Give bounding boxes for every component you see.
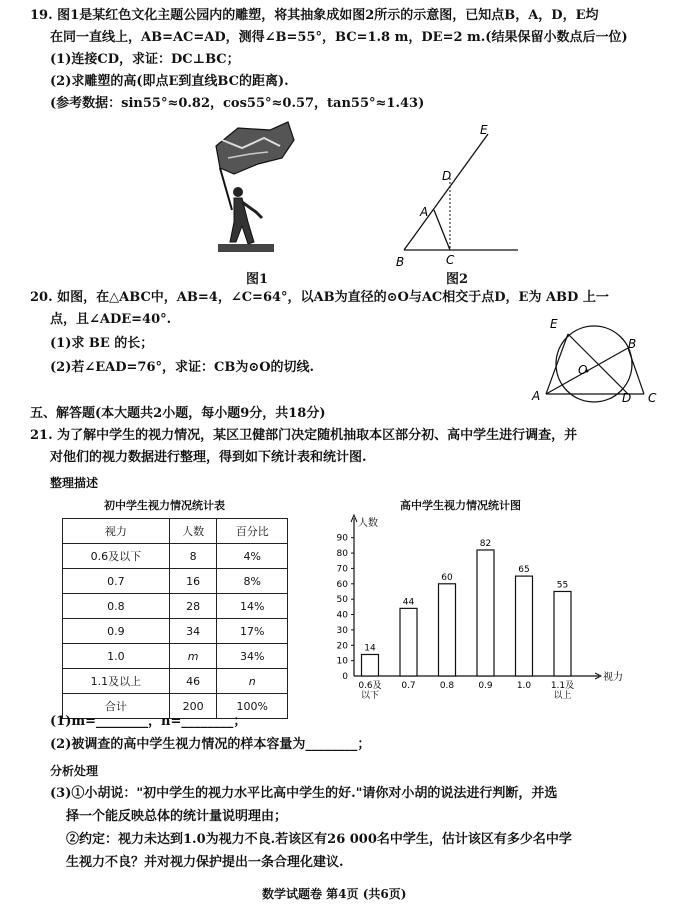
cell: 1.1及以上 xyxy=(63,669,170,694)
cell: 34% xyxy=(217,644,288,669)
figure2-caption: 图2 xyxy=(446,272,469,287)
y-tick-label: 0 xyxy=(342,672,348,682)
q21-part2: (2)被调查的高中学生视力情况的样本容量为________； xyxy=(50,737,371,752)
y-tick-label: 40 xyxy=(336,610,348,621)
figure1-caption: 图1 xyxy=(246,272,269,287)
y-tick-label: 30 xyxy=(336,625,348,636)
x-tick-label: 1.0 xyxy=(516,681,532,691)
bar-value-label: 82 xyxy=(479,538,492,549)
label-d: D xyxy=(622,391,632,405)
y-tick-label: 90 xyxy=(336,533,348,544)
section-heading: 五、解答题(本大题共2小题，每小题9分，共18分) xyxy=(30,406,326,421)
subheading-analysis: 分析处理 xyxy=(50,764,99,778)
cell: 46 xyxy=(169,669,217,694)
junior-vision-table xyxy=(62,518,288,719)
cell: 16 xyxy=(169,569,217,594)
x-tick-label: 0.6及 xyxy=(358,681,382,691)
cell: 0.8 xyxy=(63,594,170,619)
header-cell: 人数 xyxy=(169,519,217,544)
y-tick-label: 10 xyxy=(336,656,348,667)
q19-reference-data: (参考数据：sin55°≈0.82，cos55°≈0.57，tan55°≈1.43) xyxy=(50,96,425,111)
q20-part1: (1)求 BE 的长； xyxy=(50,336,154,351)
y-tick-label: 60 xyxy=(336,579,348,590)
q19-part2: (2)求雕塑的高(即点E到直线BC的距离). xyxy=(50,74,289,89)
label-c: C xyxy=(648,391,657,405)
bar xyxy=(439,584,456,676)
cell: m xyxy=(169,644,217,669)
q21-line2: 对他们的视力数据进行整理，得到如下统计表和统计图. xyxy=(50,450,367,465)
label-o: O xyxy=(578,363,588,377)
page-footer: 数学试题卷 第4页 (共6页) xyxy=(262,887,407,901)
bar-value-label: 65 xyxy=(518,565,530,576)
bar-value-label: 60 xyxy=(441,572,453,583)
y-tick-label: 20 xyxy=(336,641,348,652)
label-e: E xyxy=(550,317,558,331)
subheading-organize: 整理描述 xyxy=(50,476,99,490)
x-tick-label: 0.7 xyxy=(401,681,416,691)
cell: n xyxy=(217,669,288,694)
x-tick-label: 以下 xyxy=(360,691,380,701)
x-tick-label: 以上 xyxy=(553,691,572,701)
x-axis-label: 视力 xyxy=(603,672,623,683)
label-e: E xyxy=(480,123,488,137)
header-cell: 视力 xyxy=(63,519,170,544)
cell: 200 xyxy=(169,694,217,719)
q21-part3-2a: ②约定：视力未达到1.0为视力不良.若该区有26 000名中学生，估计该区有多少名中学 xyxy=(66,832,572,847)
x-tick-label: 0.9 xyxy=(478,681,493,691)
cell: 1.0 xyxy=(63,644,170,669)
cell: 8 xyxy=(169,544,217,569)
y-axis-label: 人数 xyxy=(358,518,378,529)
bar xyxy=(400,608,417,676)
label-b: B xyxy=(396,255,405,269)
q21-part1: (1)m=________，n=________； xyxy=(50,714,247,729)
cell: 0.6及以下 xyxy=(63,544,170,569)
cell: 4% xyxy=(217,544,288,569)
cell: 17% xyxy=(217,619,288,644)
q21-part3-2b: 生视力不良？并对视力保护提出一条合理化建议. xyxy=(66,855,344,870)
cell: 8% xyxy=(217,569,288,594)
q20-line1: 20. 如图，在△ABC中，AB=4，∠C=64°，以AB为直径的⊙O与AC相交于点D，E为 ABD 上一 xyxy=(30,290,609,305)
header-cell: 百分比 xyxy=(217,519,288,544)
bar-value-label: 44 xyxy=(402,597,415,608)
high-school-vision-bar-chart xyxy=(320,512,623,708)
table-row xyxy=(63,594,288,619)
table-row xyxy=(63,669,288,694)
label-d: D xyxy=(442,169,452,183)
sculpture-figure xyxy=(198,118,308,264)
table-title: 初中学生视力情况统计表 xyxy=(104,499,225,512)
q19-part1: (1)连接CD，求证：DC⊥BC； xyxy=(50,52,240,67)
circle-figure xyxy=(524,314,668,406)
label-a: A xyxy=(532,389,541,403)
y-tick-label: 50 xyxy=(336,595,348,606)
q19-line1: 19. 图1是某红色文化主题公园内的雕塑，将其抽象成如图2所示的示意图，已知点B，A，D，E均 xyxy=(30,8,599,23)
q21-part3-1a: (3)①小胡说："初中学生的视力水平比高中学生的好."请你对小胡的说法进行判断，并选 xyxy=(50,786,558,801)
bar xyxy=(516,576,533,676)
bar xyxy=(477,550,494,676)
cell: 0.7 xyxy=(63,569,170,594)
x-tick-label: 1.1及 xyxy=(550,681,575,691)
table-row xyxy=(63,569,288,594)
q20-part2: (2)若∠EAD=76°，求证：CB为⊙O的切线. xyxy=(50,360,315,375)
bar xyxy=(554,591,571,676)
q19-line2: 在同一直线上，AB=AC=AD，测得∠B=55°，BC=1.8 m，DE=2 m.(结果保留小数点后一位) xyxy=(50,30,628,45)
table-row xyxy=(63,619,288,644)
table-row xyxy=(63,544,288,569)
y-tick-label: 80 xyxy=(336,549,348,560)
table-row xyxy=(63,644,288,669)
x-tick-label: 0.8 xyxy=(439,681,455,691)
bar xyxy=(362,654,379,676)
cell: 14% xyxy=(217,594,288,619)
label-a: A xyxy=(420,205,429,219)
q20-line2: 点，且∠ADE=40°. xyxy=(50,312,172,327)
q21-part3-1b: 择一个能反映总体的统计量说明理由； xyxy=(66,809,288,824)
bar-value-label: 55 xyxy=(556,580,569,591)
cell: 合计 xyxy=(63,694,170,719)
label-b: B xyxy=(628,337,637,351)
table-header-row xyxy=(63,519,288,544)
q21-line1: 21. 为了解中学生的视力情况，某区卫健部门决定随机抽取本区部分初、高中学生进行调查，并 xyxy=(30,428,578,443)
y-tick-label: 70 xyxy=(336,564,348,575)
cell: 28 xyxy=(169,594,217,619)
bar-value-label: 14 xyxy=(364,643,376,654)
cell: 34 xyxy=(169,619,217,644)
geometry-figure-2 xyxy=(388,122,528,268)
chart-title: 高中学生视力情况统计图 xyxy=(400,499,521,512)
cell: 100% xyxy=(217,694,288,719)
label-c: C xyxy=(446,253,455,267)
cell: 0.9 xyxy=(63,619,170,644)
